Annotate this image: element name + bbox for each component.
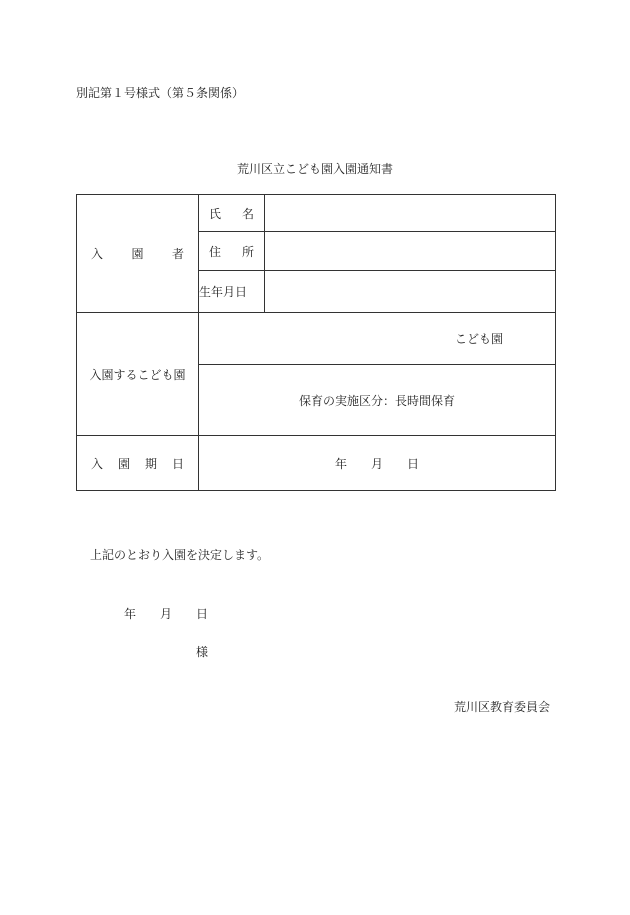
name-label-cell	[199, 195, 265, 232]
address-value-cell[interactable]	[265, 232, 556, 271]
document-title: 荒川区立こども園入園通知書	[236, 162, 393, 176]
issue-date	[124, 605, 208, 622]
day-unit: 日	[407, 456, 420, 471]
decision-statement: 上記のとおり入園を決定します。	[90, 548, 270, 562]
issue-day-unit: 日	[196, 607, 209, 621]
entry-date-label-char: 園	[117, 456, 130, 471]
entry-date-value-cell[interactable]	[199, 436, 556, 491]
issue-year-unit: 年	[124, 607, 137, 621]
address-label-char: 所	[241, 244, 254, 259]
notification-table	[76, 194, 556, 491]
name-value-cell[interactable]	[265, 195, 556, 232]
institution-name-cell[interactable]: こども園	[199, 313, 556, 365]
issuer-name: 荒川区教育委員会	[453, 700, 550, 714]
care-category-cell: 保育の実施区分：長時間保育	[199, 365, 556, 436]
address-label-cell	[199, 232, 265, 271]
applicant-label-char: 園	[131, 247, 144, 261]
applicant-label-char: 者	[171, 247, 184, 261]
form-number-label: 別記第１号様式（第５条関係）	[76, 86, 245, 100]
issue-month-unit: 月	[160, 607, 173, 621]
applicant-label-char: 入	[91, 247, 104, 261]
year-unit: 年	[334, 456, 347, 471]
entry-date-label-char: 期	[144, 456, 157, 471]
address-label-char: 住	[209, 244, 222, 259]
institution-label-cell: 入園するこども園	[77, 313, 199, 436]
recipient-honorific: 様	[196, 645, 209, 659]
name-label-char: 名	[241, 206, 254, 221]
entry-date-label-char: 日	[171, 456, 184, 471]
name-label-char: 氏	[209, 206, 222, 221]
month-unit: 月	[370, 456, 383, 471]
entry-date-label-char: 入	[91, 456, 104, 471]
birthdate-label-cell: 生年月日	[199, 271, 265, 313]
birthdate-value-cell[interactable]	[265, 271, 556, 313]
applicant-label-cell	[77, 195, 199, 313]
entry-date-label-cell	[77, 436, 199, 491]
